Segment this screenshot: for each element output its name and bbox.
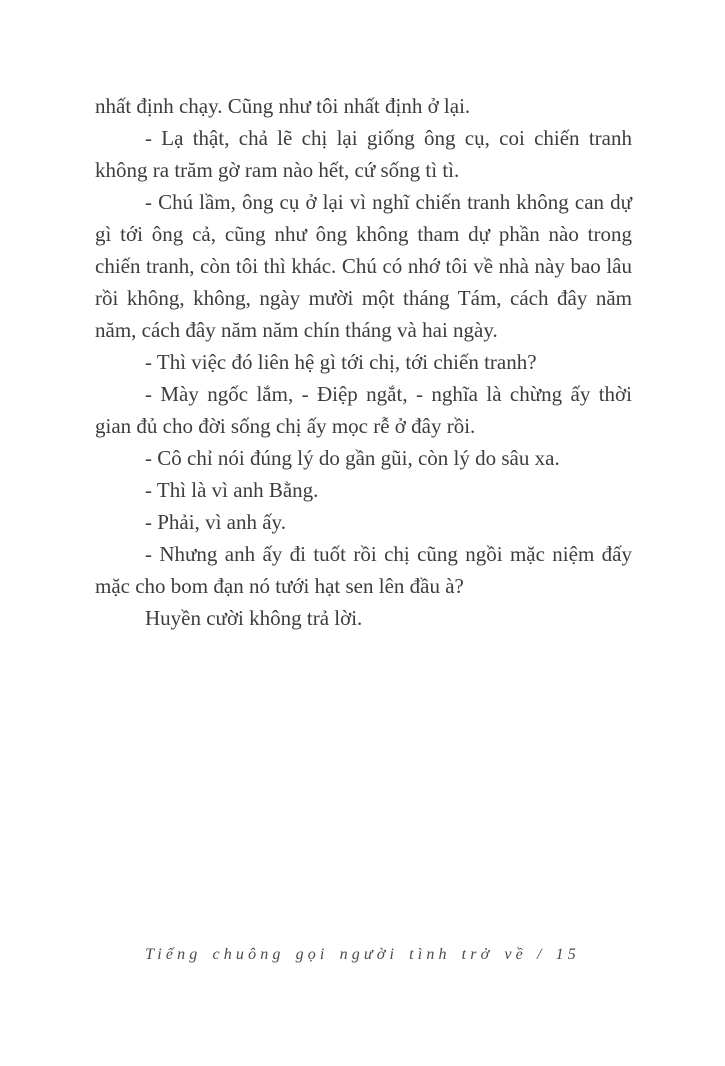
body-paragraph: - Phải, vì anh ấy.	[145, 510, 286, 534]
body-paragraph: - Mày ngốc lắm, - Điệp ngắt, - nghĩa là chừng ấy thời gian đủ cho đời sống chị ấy mọc rễ ở đây rồi.	[95, 382, 632, 438]
body-text-block	[95, 90, 632, 634]
body-paragraph: nhất định chạy. Cũng như tôi nhất định ở lại.	[95, 94, 471, 118]
body-paragraph: - Lạ thật, chả lẽ chị lại giống ông cụ, coi chiến tranh không ra trăm gờ ram nào hết, cứ sống tì tì.	[95, 126, 632, 182]
body-paragraph: - Thì việc đó liên hệ gì tới chị, tới chiến tranh?	[145, 350, 537, 374]
body-paragraph: - Nhưng anh ấy đi tuốt rồi chị cũng ngồi mặc niệm đấy mặc cho bom đạn nó tưới hạt sen lên đầu à?	[95, 542, 632, 598]
body-paragraph: - Cô chỉ nói đúng lý do gần gũi, còn lý do sâu xa.	[145, 446, 560, 470]
body-paragraph: - Chú lầm, ông cụ ở lại vì nghĩ chiến tranh không can dự gì tới ông cả, cũng như ông không tham dự phần nào trong chiến tranh, còn tôi thì khác. Chú có nhớ tôi về nhà này bao lâu rồi không, không, ngày mười một tháng Tám, cách đây năm năm, cách đây năm năm chín tháng và hai ngày.	[95, 190, 632, 342]
body-paragraph: Huyền cười không trả lời.	[145, 606, 363, 630]
footer-separator: /	[536, 946, 546, 963]
footer-book-title: Tiếng chuông gọi người tình trở về	[145, 946, 527, 963]
page-footer	[0, 946, 725, 964]
body-paragraph: - Thì là vì anh Bằng.	[145, 478, 319, 502]
footer-page-number: 15	[555, 946, 580, 963]
